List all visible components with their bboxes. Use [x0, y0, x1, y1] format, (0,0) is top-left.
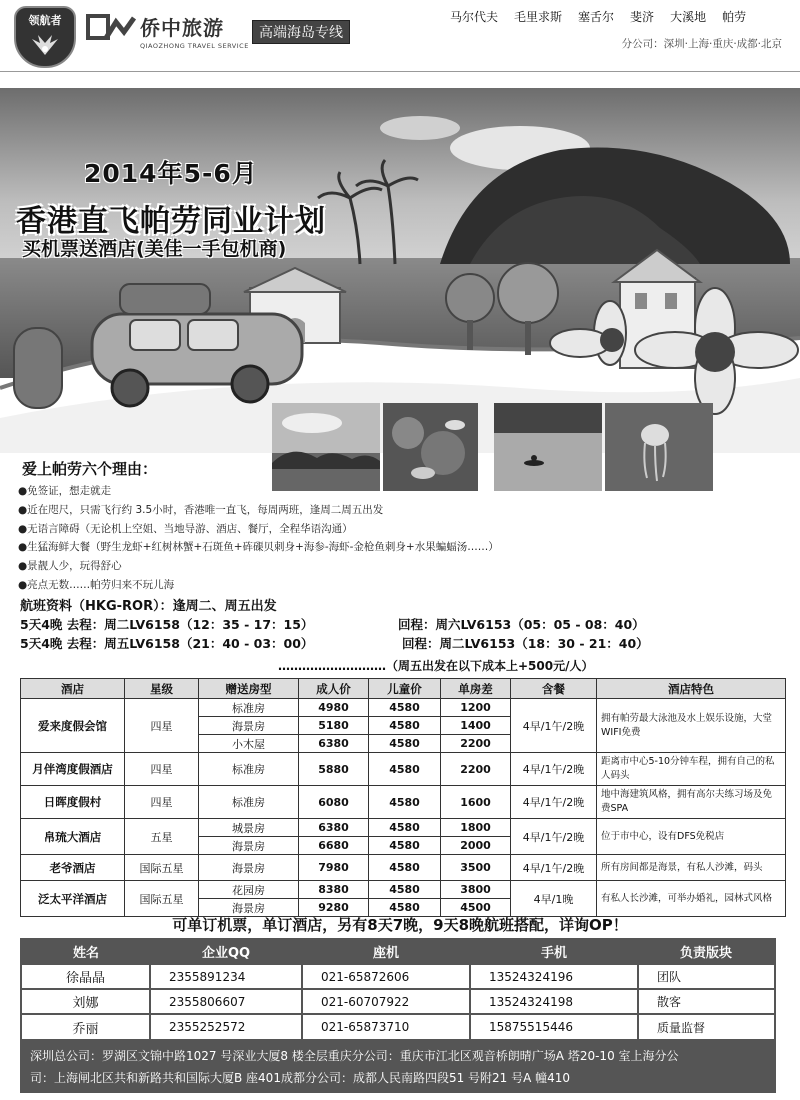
- col-header-child: 儿童价: [369, 679, 441, 699]
- footer-addresses: [20, 1041, 776, 1093]
- footer-address-line: 深圳总公司：罗湖区文锦中路1027 号深业大厦8 楼全层重庆分公司：重庆市江北区观音桥朗晴广场A 塔20-10 室上海分公: [30, 1049, 679, 1063]
- headline-title: 香港直飞帕劳同业计划: [16, 204, 326, 239]
- table-header-row: [21, 679, 786, 699]
- single-supplement: 2000: [441, 837, 511, 855]
- contact-name: 徐晶晶: [22, 964, 150, 989]
- slogan-tag: 高端海岛专线: [252, 20, 350, 44]
- company-badge-logo: [14, 6, 76, 68]
- flight-return-sat: 回程：周六LV6153（05：05 - 08：40）: [398, 617, 645, 632]
- destination-item: 塞舌尔: [578, 10, 615, 24]
- reason-item: ●近在咫尺，只需飞行约 3.5小时，香港唯一直飞，每周两班，逢周二周五出发: [18, 503, 384, 516]
- contact-qq: 2355891234: [150, 964, 302, 989]
- destination-item: 马尔代夫: [450, 10, 499, 24]
- child-price: 4580: [369, 881, 441, 899]
- contact-name: 乔丽: [22, 1014, 150, 1039]
- reasons-list: [18, 482, 638, 595]
- room-type: 海景房: [199, 837, 299, 855]
- contact-col-qq: 企业QQ: [150, 940, 302, 964]
- branch-offices: 分公司：深圳·上海·重庆·成都·北京: [621, 38, 782, 50]
- contact-phone: 021-65872606: [302, 964, 470, 989]
- room-type: 花园房: [199, 881, 299, 899]
- adult-price: 6380: [299, 735, 369, 753]
- hotel-name: 老爷酒店: [21, 855, 125, 881]
- reason-item: ●景靓人少，玩得舒心: [18, 560, 122, 573]
- contact-header-row: [22, 940, 774, 964]
- room-type: 标准房: [199, 699, 299, 717]
- contact-mobile: 15875515446: [470, 1014, 638, 1039]
- table-row: [21, 753, 786, 786]
- hotel-feature: 位于市中心，设有DFS免税店: [597, 819, 786, 855]
- hotel-feature: 地中海建筑风格，拥有高尔夫练习场及免费SPA: [597, 786, 786, 819]
- island-scene-illustration: [0, 88, 800, 453]
- header: [0, 0, 800, 72]
- contact-col-role: 负责版块: [638, 940, 774, 964]
- flight-return-tue: 回程：周二LV6153（18：30 - 21：40）: [402, 636, 649, 651]
- contact-row: [22, 964, 774, 989]
- badge-text: 领航者: [28, 14, 62, 27]
- single-supplement: 1200: [441, 699, 511, 717]
- hotel-feature: 距离市中心5-10分钟车程，拥有自己的私人码头: [597, 753, 786, 786]
- adult-price: 5880: [299, 753, 369, 786]
- contact-mobile: 13524324198: [470, 989, 638, 1014]
- col-header-star: 星级: [125, 679, 199, 699]
- room-type: 标准房: [199, 753, 299, 786]
- single-supplement: 2200: [441, 753, 511, 786]
- contact-mobile: 13524324196: [470, 964, 638, 989]
- meal-plan: 4早/1午/2晚: [511, 753, 597, 786]
- destination-item: 斐济: [630, 10, 655, 24]
- brand-logo-icon: [86, 12, 136, 42]
- destination-item: 大溪地: [670, 10, 707, 24]
- contact-row: [22, 989, 774, 1014]
- flight-info-title: 航班资料（HKG-ROR）：逢周二、周五出发: [20, 599, 277, 614]
- adult-price: 8380: [299, 881, 369, 899]
- child-price: 4580: [369, 717, 441, 735]
- hotel-name: 帛琉大酒店: [21, 819, 125, 855]
- contact-role: 团队: [638, 964, 774, 989]
- friday-surcharge-note: ………………………（周五出发在以下成本上+500元/人）: [278, 659, 594, 673]
- child-price: 4580: [369, 837, 441, 855]
- meal-plan: 4早/1午/2晚: [511, 855, 597, 881]
- room-type: 城景房: [199, 819, 299, 837]
- contact-col-name: 姓名: [22, 940, 150, 964]
- adult-price: 9280: [299, 899, 369, 917]
- contact-col-phone: 座机: [302, 940, 470, 964]
- reason-item: ●免签证，想走就走: [18, 485, 112, 497]
- photo-coral-fish: [383, 403, 491, 491]
- hotel-star: 四星: [125, 786, 199, 819]
- footer-address-line: 司：上海闸北区共和新路共和国际大厦B 座401成都分公司：成都人民南路四段51 号附21 号A 幢410: [30, 1071, 571, 1085]
- adult-price: 5180: [299, 717, 369, 735]
- contact-table: [20, 938, 776, 1041]
- hotel-feature: 有私人长沙滩，可举办婚礼，园林式风格: [597, 881, 786, 917]
- child-price: 4580: [369, 819, 441, 837]
- brand-name-cn: 侨中旅游: [140, 16, 224, 40]
- brand: [86, 12, 249, 50]
- single-supplement: 4500: [441, 899, 511, 917]
- contact-phone: 021-60707922: [302, 989, 470, 1014]
- hotel-price-table: [20, 678, 786, 917]
- hotel-star: 四星: [125, 753, 199, 786]
- contact-col-mobile: 手机: [470, 940, 638, 964]
- adult-price: 6380: [299, 819, 369, 837]
- reason-item: ●生猛海鲜大餐（野生龙虾+红树林蟹+石斑鱼+砗磲贝刺身+海参-海虾-金枪鱼刺身+水果蝙蝠汤……）: [18, 541, 499, 554]
- hero-banner: [0, 88, 800, 453]
- flight-outbound-fri: 5天4晚 去程：周五LV6158（21：40 - 03：00）: [20, 636, 314, 651]
- child-price: 4580: [369, 786, 441, 819]
- table-row: [21, 819, 786, 837]
- meal-plan: 4早/1午/2晚: [511, 786, 597, 819]
- destination-item: 毛里求斯: [514, 10, 563, 24]
- adult-price: 7980: [299, 855, 369, 881]
- col-header-hotel: 酒店: [21, 679, 125, 699]
- single-supplement: 2200: [441, 735, 511, 753]
- reason-item: ●无语言障碍（无论机上空姐、当地导游、酒店、餐厅，全程华语沟通）: [18, 522, 353, 535]
- photo-jellyfish: [605, 403, 713, 491]
- reason-item: ●亮点无数……帕劳归来不玩儿海: [18, 578, 175, 591]
- hotel-name: 日晖度假村: [21, 786, 125, 819]
- hotel-star: 四星: [125, 699, 199, 753]
- brand-name-en: QIAOZHONG TRAVEL SERVICE: [140, 42, 249, 50]
- col-header-single: 单房差: [441, 679, 511, 699]
- meal-plan: 4早/1午/2晚: [511, 699, 597, 753]
- headline-date: 2014年5-6月: [84, 159, 258, 188]
- photo-kayak-lagoon: [494, 403, 602, 491]
- col-header-feature: 酒店特色: [597, 679, 786, 699]
- headline-subtitle: 买机票送酒店(美佳一手包机商): [22, 238, 287, 260]
- room-type: 标准房: [199, 786, 299, 819]
- single-supplement: 1400: [441, 717, 511, 735]
- hotel-feature: 拥有帕劳最大泳池及水上娱乐设施，大堂WIFI免费: [597, 699, 786, 753]
- contact-role: 质量监督: [638, 1014, 774, 1039]
- adult-price: 6680: [299, 837, 369, 855]
- hotel-star: 国际五星: [125, 881, 199, 917]
- contact-row: [22, 1014, 774, 1039]
- meal-plan: 4早/1午/2晚: [511, 819, 597, 855]
- reasons-title: 爱上帕劳六个理由：: [22, 460, 158, 478]
- hotel-star: 五星: [125, 819, 199, 855]
- contact-qq: 2355252572: [150, 1014, 302, 1039]
- child-price: 4580: [369, 699, 441, 717]
- hotel-name: 月伴湾度假酒店: [21, 753, 125, 786]
- room-type: 海景房: [199, 899, 299, 917]
- room-type: 海景房: [199, 717, 299, 735]
- flight-outbound-tue: 5天4晚 去程：周二LV6158（12：35 - 17：15）: [20, 617, 314, 632]
- child-price: 4580: [369, 735, 441, 753]
- adult-price: 4980: [299, 699, 369, 717]
- meal-plan: 4早/1晚: [511, 881, 597, 917]
- hotel-star: 国际五星: [125, 855, 199, 881]
- hotel-name: 爱来度假会馆: [21, 699, 125, 753]
- single-supplement: 1600: [441, 786, 511, 819]
- photo-rock-islands: [272, 403, 380, 491]
- destination-list: [450, 8, 762, 25]
- hotel-feature: 所有房间都是海景，有私人沙滩，码头: [597, 855, 786, 881]
- contact-role: 散客: [638, 989, 774, 1014]
- room-type: 小木屋: [199, 735, 299, 753]
- child-price: 4580: [369, 753, 441, 786]
- table-row: [21, 881, 786, 899]
- child-price: 4580: [369, 855, 441, 881]
- table-row: [21, 699, 786, 717]
- col-header-meal: 含餐: [511, 679, 597, 699]
- single-supplement: 3500: [441, 855, 511, 881]
- contact-qq: 2355806607: [150, 989, 302, 1014]
- photo-strip: [272, 403, 716, 491]
- room-type: 海景房: [199, 855, 299, 881]
- single-supplement: 1800: [441, 819, 511, 837]
- wing-icon: [28, 31, 62, 59]
- call-to-action: 可单订机票，单订酒店，另有8天7晚，9天8晚航班搭配，详询OP！: [172, 916, 628, 934]
- table-row: [21, 786, 786, 819]
- col-header-room: 赠送房型: [199, 679, 299, 699]
- child-price: 4580: [369, 899, 441, 917]
- single-supplement: 3800: [441, 881, 511, 899]
- contact-phone: 021-65873710: [302, 1014, 470, 1039]
- contact-name: 刘娜: [22, 989, 150, 1014]
- hotel-name: 泛太平洋酒店: [21, 881, 125, 917]
- destination-item: 帕劳: [722, 10, 747, 24]
- col-header-adult: 成人价: [299, 679, 369, 699]
- adult-price: 6080: [299, 786, 369, 819]
- table-row: [21, 855, 786, 881]
